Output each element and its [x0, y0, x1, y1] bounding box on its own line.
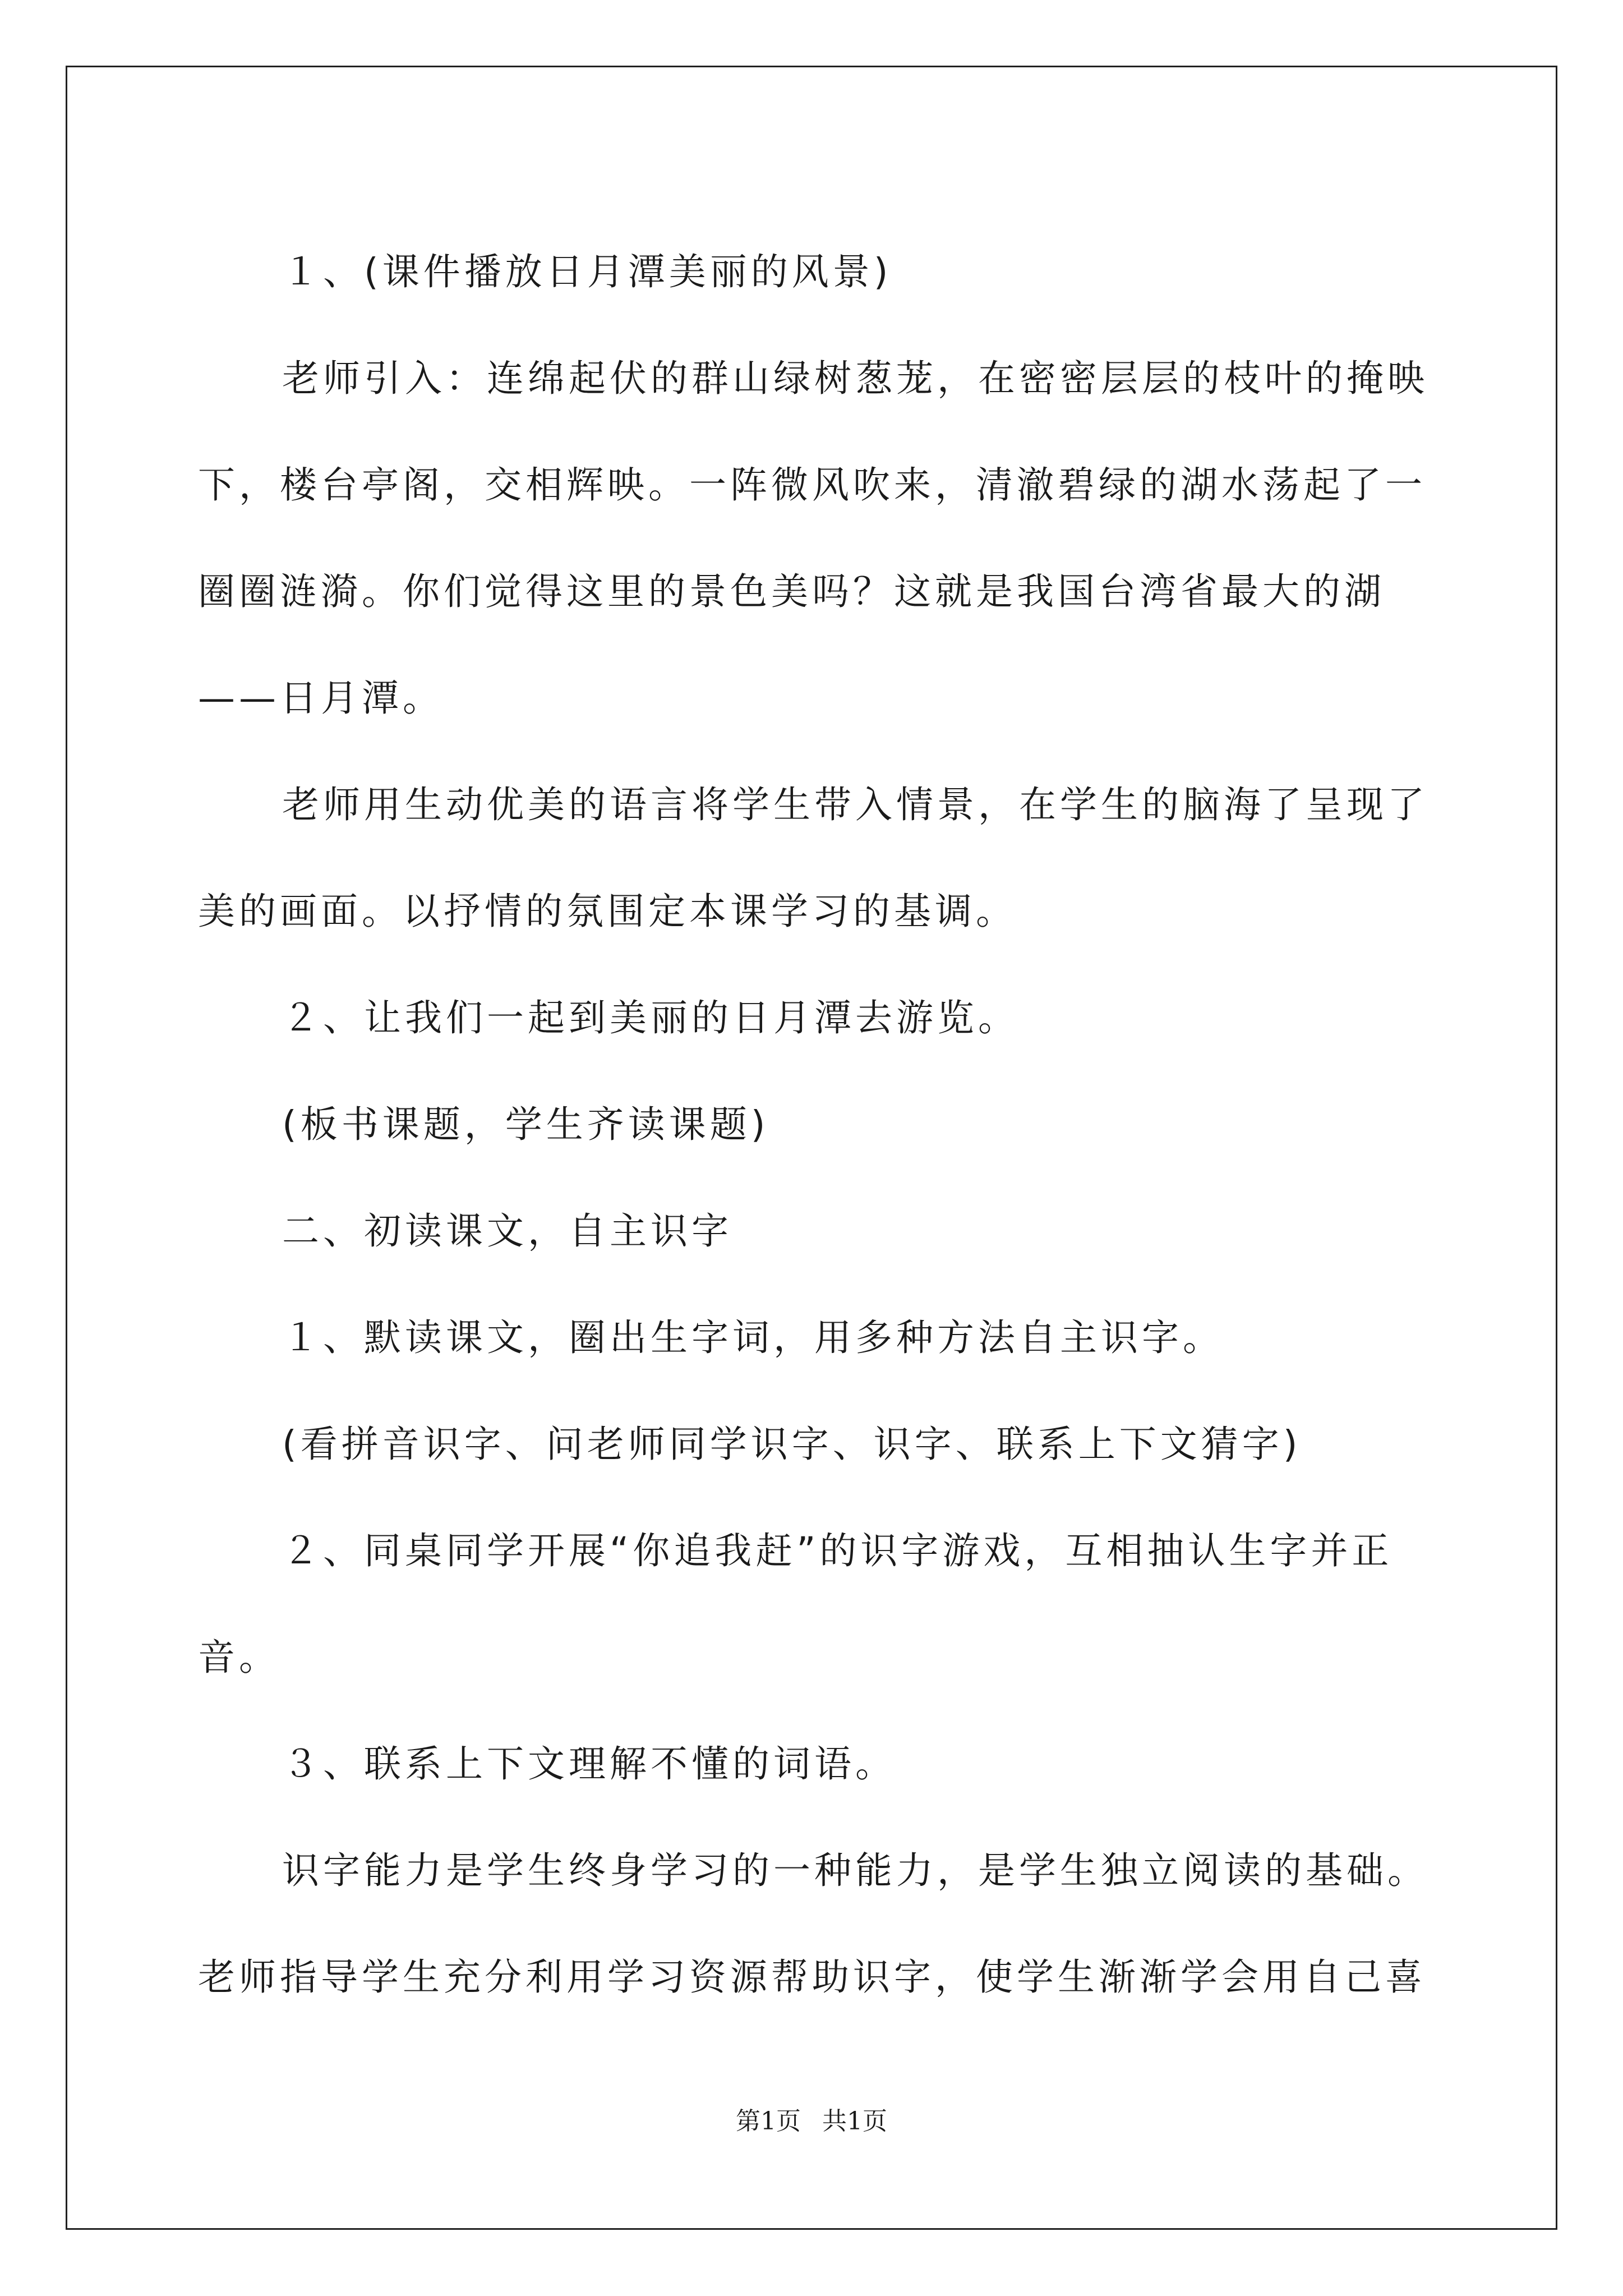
- paragraph: １、默读课文，圈出生字词，用多种方法自主识字。: [282, 1316, 1224, 1359]
- page-number-current: 第1页: [736, 2107, 801, 2136]
- page-footer: [0, 2101, 1623, 2137]
- paragraph: 老师引入：连绵起伏的群山绿树葱茏，在密密层层的枝叶的掩映下，楼台亭阁，交相辉映。一阵微风吹来，清澈碧绿的湖水荡起了一圈圈涟漪。你们觉得这里的景色美吗？这就是我国台湾省最大的湖——日月潭。: [198, 357, 1428, 720]
- paragraph: (看拼音识字、问老师同学识字、识字、联系上下文猜字): [282, 1423, 1302, 1466]
- paragraph: (板书课题，学生齐读课题): [282, 1103, 769, 1146]
- paragraph: ３、联系上下文理解不懂的词语。: [282, 1742, 896, 1786]
- paragraph: １、(课件播放日月潭美丽的风景): [282, 250, 892, 293]
- paragraph: ２、同桌同学开展“你追我赶”的识字游戏，互相抽认生字并正音。: [198, 1529, 1393, 1679]
- page-number-total: 共1页: [822, 2107, 887, 2136]
- document-body: [198, 219, 1432, 2031]
- paragraph: 识字能力是学生终身学习的一种能力，是学生独立阅读的基础。老师指导学生充分利用学习资源帮助识字，使学生渐渐学会用自己喜: [198, 1849, 1428, 1999]
- paragraph: ２、让我们一起到美丽的日月潭去游览。: [282, 996, 1019, 1039]
- paragraph: 老师用生动优美的语言将学生带入情景，在学生的脑海了呈现了美的画面。以抒情的氛围定本课学习的基调。: [198, 783, 1428, 933]
- paragraph: 二、初读课文，自主识字: [282, 1209, 732, 1253]
